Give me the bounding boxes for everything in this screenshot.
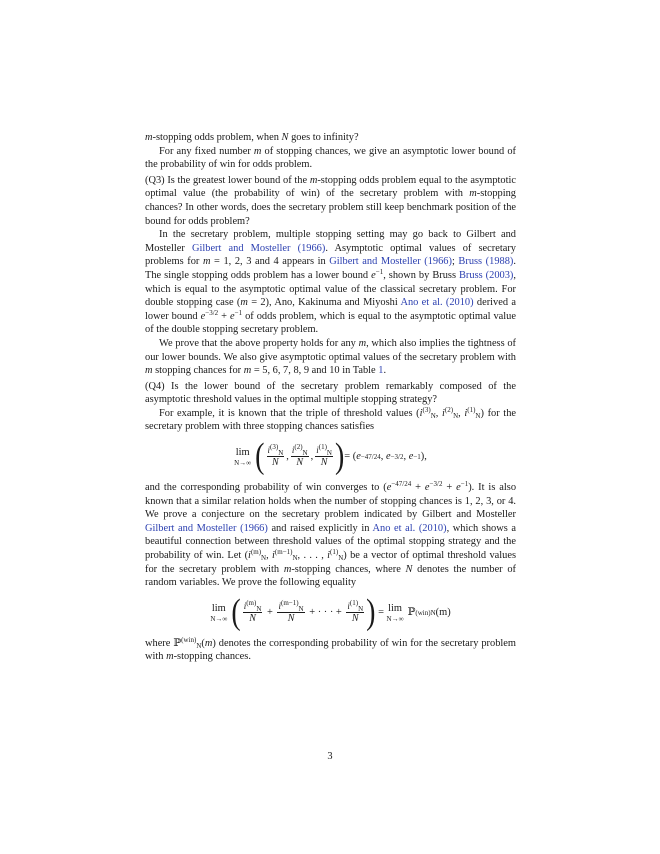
fraction: $\frac{i^{(1)}_N}{N}$ [347,598,364,624]
fraction: $\frac{i^{(3)}_N}{N}$ [267,443,284,469]
paragraph-results: We prove that the above property holds for any m, which also implies the tightness of our lower bounds. We also give asymptotic optimal values of the secretary problem with m stopping chances for m = 5, 6, 7, 8, 9 and 10 in Table 1. [145,337,517,377]
equation-sum-limit: lim N→∞ ( $\frac{i^{(m)}_N}{N}$ + $\frac{i^{(m-1)}_N}{N}$ + · · · + $\frac{i^{(1)}_N}{N}$ ) = lim N→∞ ℙ (win) N (m) [210,592,451,633]
citation-gilbert-mosteller[interactable]: Gilbert and Mosteller (1966) [191,242,326,254]
fraction: $\frac{i^{(m-1)}_N}{N}$ [278,598,304,624]
citation-gilbert-mosteller[interactable]: Gilbert and Mosteller (1966) [145,522,268,534]
body-text [145,131,516,664]
fraction: $\frac{i^{(m)}_N}{N}$ [243,598,262,624]
limit-operator: lim N→∞ [386,602,404,623]
equation-threshold-limit: lim N→∞ ( $\frac{i^{(3)}_N}{N}$ , $\frac{i^{(2)}_N}{N}$ , $\frac{i^{(1)}_N}{N}$ ) = ( e −47/24 , e −3/2 , e −1 ), [234,436,427,477]
paragraph-conjecture: and the corresponding probability of win converges to $(e^{-47/24} + e^{-3/2} + e^{-1})$. It is also known that a similar relation holds when the number of stopping chances is 1, 2, 3, or 4. We prove a conjecture on the secretary problem indicated by Gilbert and Mosteller Gilbert and Mosteller (1966) and raised explicitly in Ano et al. (2010), which shows a beautiful connection between threshold values of the optimal stopping strategy and the probability of win. Let ($i^{(m)}_N$, $i^{(m-1)}_N$, . . . , $i^{(1)}_N$) be a vector of optimal threshold values for the secretary problem with m-stopping chances, where N denotes the number of random variables. We prove the following equality [145,480,517,589]
citation-ano-2010[interactable]: Ano et al. (2010) [400,297,474,309]
paragraph-definition: where ℙ$^{(win)}_N$(m) denotes the corresponding probability of win for the secretary problem with m-stopping chances. [145,635,516,663]
question-q3: (Q3) Is the greatest lower bound of the m-stopping odds problem equal to the asymptotic optimal value (the probability of win) of the secretary problem with m-stopping chances? In other words, does the secretary problem still keep benchmark position of the bound for odds problem? [145,174,516,227]
citation-bruss-2003[interactable]: Bruss (2003) [459,269,514,281]
question-q4: (Q4) Is the lower bound of the secretary problem remarkably composed of the asymptotic threshold values in the optimal multiple stopping strategy? [145,380,516,406]
table-reference[interactable]: 1 [378,365,384,377]
page-number: 3 [327,751,333,762]
fraction: $\frac{i^{(2)}_N}{N}$ [291,443,308,469]
citation-bruss-1988[interactable]: Bruss (1988) [458,256,514,268]
citation-gilbert-mosteller[interactable]: Gilbert and Mosteller (1966) [329,256,452,268]
limit-operator: lim N→∞ [210,602,228,623]
paragraph-continuation: m-stopping odds problem, when N goes to infinity? [145,132,359,143]
paragraph-history: In the secretary problem, multiple stopping setting may go back to Gilbert and Mosteller Gilbert and Mosteller (1966). Asymptotic optimal values of secretary problems for m = 1, 2, 3 and 4 appears in Gilbert and Mosteller (1966); Bruss (1988). The single stopping odds problem has a lower bound $e^{-1}$, shown by Bruss Bruss (2003), which is equal to the asymptotic optimal value of the classical secretary problem. For double stopping case (m = 2), Ano, Kakinuma and Miyoshi Ano et al. (2010) derived a lower bound $e^{-3/2} + e^{-1}$ of odds problem, which is equal to the asymptotic optimal value of the double stopping secretary problem. [145,229,516,336]
fraction: $\frac{i^{(1)}_N}{N}$ [316,443,332,469]
limit-operator: lim N→∞ [234,447,252,468]
paragraph-example: For example, it is known that the triple of threshold values ($i^{(3)}_N$, $i^{(2)}_N$, $i^{(1)}_N$) for the secretary problem with three stopping chances satisfies [145,405,517,433]
paragraph-lower-bound: For any fixed number m of stopping chances, we give an asymptotic lower bound of the probability of win for odds problem. [145,145,516,171]
citation-ano-2010[interactable]: Ano et al. (2010) [372,522,447,534]
